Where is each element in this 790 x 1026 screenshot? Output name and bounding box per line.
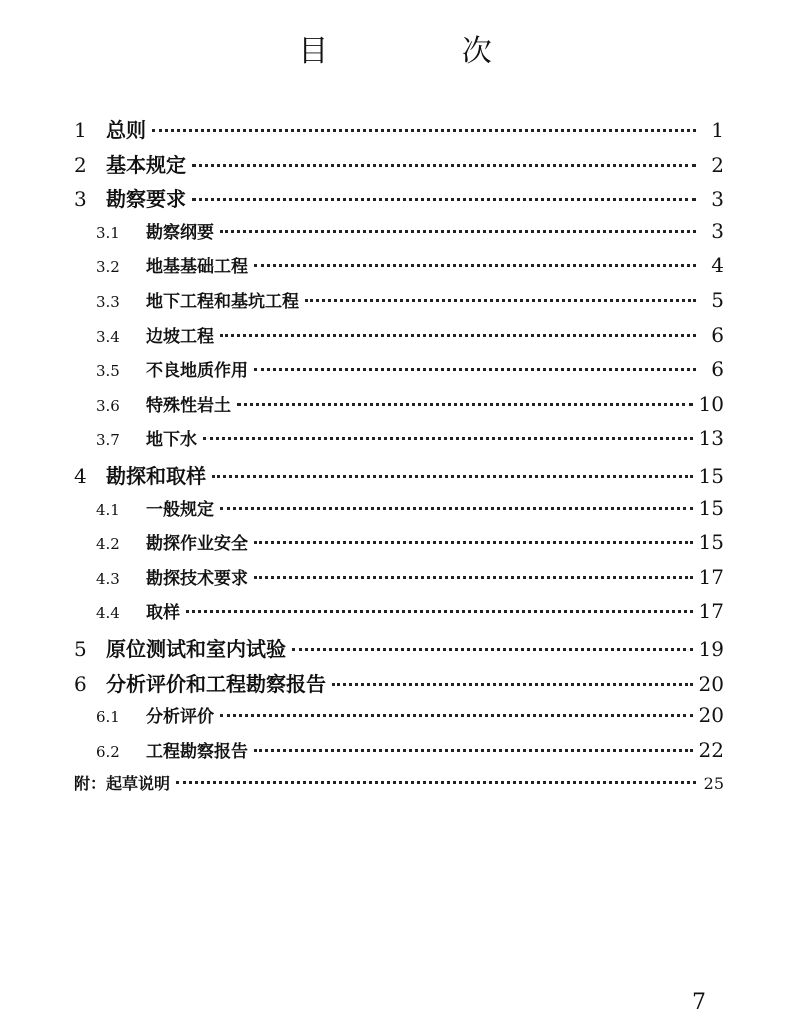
toc-entry-label: 勘察纲要 xyxy=(146,222,214,243)
toc-entry[interactable] xyxy=(74,322,724,357)
dot-leader xyxy=(254,368,696,371)
dot-leader xyxy=(332,683,693,686)
dot-leader xyxy=(220,714,693,717)
dot-leader xyxy=(220,230,696,233)
page-number: 7 xyxy=(692,990,706,1015)
toc-entry-number: 3.6 xyxy=(96,396,120,415)
toc-entry-page: 15 xyxy=(698,530,724,555)
toc-entry-label: 取样 xyxy=(146,603,180,624)
toc-entry-number: 1 xyxy=(74,118,87,142)
toc-entry-label: 地下水 xyxy=(146,430,197,451)
toc-entry-page: 15 xyxy=(698,463,724,488)
dot-leader xyxy=(186,610,693,613)
toc-entry[interactable] xyxy=(74,149,724,184)
toc-entry-number: 3.7 xyxy=(96,431,120,450)
toc-entry-number: 3.4 xyxy=(96,327,120,346)
toc-entry[interactable] xyxy=(74,702,724,737)
toc-entry-label: 附：起草说明 xyxy=(74,774,171,794)
toc-entry-page: 25 xyxy=(703,774,724,794)
toc-entry-number: 4.3 xyxy=(96,569,120,588)
dot-leader xyxy=(212,475,693,478)
toc-entry-page: 19 xyxy=(698,636,724,661)
toc-entry-number: 3.1 xyxy=(96,223,120,242)
toc-entry-label: 分析评价 xyxy=(146,707,214,728)
toc-entry-page: 3 xyxy=(711,187,724,212)
dot-leader xyxy=(176,781,696,784)
toc-entry-label: 原位测试和室内试验 xyxy=(106,636,286,661)
toc-entry-page: 3 xyxy=(711,218,724,243)
toc-entry-number: 4.1 xyxy=(96,500,120,519)
toc-entry[interactable] xyxy=(74,391,724,426)
toc-entry[interactable] xyxy=(74,737,724,772)
dot-leader xyxy=(192,164,696,167)
toc-entry[interactable] xyxy=(74,218,724,253)
toc-entry[interactable] xyxy=(74,564,724,599)
toc-entry-page: 10 xyxy=(698,391,724,416)
toc-entry-label: 边坡工程 xyxy=(146,326,214,347)
toc-entry-number: 5 xyxy=(74,636,87,661)
toc-entry-number: 3.3 xyxy=(96,292,120,311)
toc-entry-number: 2 xyxy=(74,152,87,177)
toc-entry-label: 勘探作业安全 xyxy=(146,534,248,555)
toc-entry-page: 22 xyxy=(698,737,724,762)
toc-entry-page: 5 xyxy=(711,287,724,312)
table-of-contents xyxy=(74,114,724,806)
toc-entry-page: 4 xyxy=(711,253,724,278)
toc-entry-number: 3.5 xyxy=(96,362,120,381)
toc-entry-page: 6 xyxy=(711,322,724,347)
dot-leader xyxy=(292,648,693,651)
toc-entry[interactable] xyxy=(74,495,724,530)
toc-entry-number: 6 xyxy=(74,671,87,696)
toc-entry-number: 4.2 xyxy=(96,535,120,554)
dot-leader xyxy=(254,264,696,267)
toc-entry-label: 分析评价和工程勘察报告 xyxy=(106,671,326,696)
toc-entry[interactable] xyxy=(74,460,724,495)
toc-entry[interactable] xyxy=(74,114,724,149)
dot-leader xyxy=(254,749,693,752)
page-title: 目 次 xyxy=(298,34,554,69)
toc-entry-number: 3.2 xyxy=(96,258,120,277)
toc-entry[interactable] xyxy=(74,425,724,460)
toc-entry-page: 1 xyxy=(711,118,724,142)
toc-entry-page: 6 xyxy=(711,357,724,382)
toc-entry[interactable] xyxy=(74,183,724,218)
toc-entry-label: 特殊性岩土 xyxy=(146,395,231,416)
toc-entry-label: 工程勘察报告 xyxy=(146,741,248,762)
toc-entry-label: 勘探和取样 xyxy=(106,463,206,488)
toc-entry[interactable] xyxy=(74,287,724,322)
toc-entry[interactable] xyxy=(74,529,724,564)
toc-entry[interactable] xyxy=(74,771,724,806)
dot-leader xyxy=(192,198,696,201)
dot-leader xyxy=(220,507,693,510)
toc-entry-label: 总则 xyxy=(106,118,146,142)
toc-entry-label: 地下工程和基坑工程 xyxy=(146,291,299,312)
toc-entry-page: 15 xyxy=(698,495,724,520)
toc-entry-page: 17 xyxy=(698,599,724,624)
dot-leader xyxy=(254,541,693,544)
toc-entry-page: 17 xyxy=(698,564,724,589)
dot-leader xyxy=(237,403,693,406)
dot-leader xyxy=(254,576,693,579)
dot-leader xyxy=(305,299,696,302)
toc-entry-label: 不良地质作用 xyxy=(146,361,248,382)
toc-entry-page: 20 xyxy=(698,703,724,728)
toc-entry[interactable] xyxy=(74,252,724,287)
toc-entry-number: 6.1 xyxy=(96,708,120,727)
toc-entry[interactable] xyxy=(74,598,724,633)
toc-entry-page: 2 xyxy=(711,152,724,177)
dot-leader xyxy=(203,437,693,440)
dot-leader xyxy=(152,129,696,132)
toc-entry-page: 13 xyxy=(698,426,724,451)
toc-entry[interactable] xyxy=(74,633,724,668)
toc-entry-number: 4.4 xyxy=(96,604,120,623)
toc-entry-label: 基本规定 xyxy=(106,152,186,177)
toc-entry-number: 3 xyxy=(74,187,87,212)
toc-entry-label: 勘探技术要求 xyxy=(146,568,248,589)
toc-entry-number: 4 xyxy=(74,463,87,488)
toc-entry-label: 勘察要求 xyxy=(106,187,186,212)
toc-entry-label: 地基基础工程 xyxy=(146,257,248,278)
toc-entry-page: 20 xyxy=(698,671,724,696)
toc-entry[interactable] xyxy=(74,356,724,391)
dot-leader xyxy=(220,334,696,337)
toc-entry[interactable] xyxy=(74,668,724,703)
toc-entry-number: 6.2 xyxy=(96,742,120,761)
toc-entry-label: 一般规定 xyxy=(146,499,214,520)
